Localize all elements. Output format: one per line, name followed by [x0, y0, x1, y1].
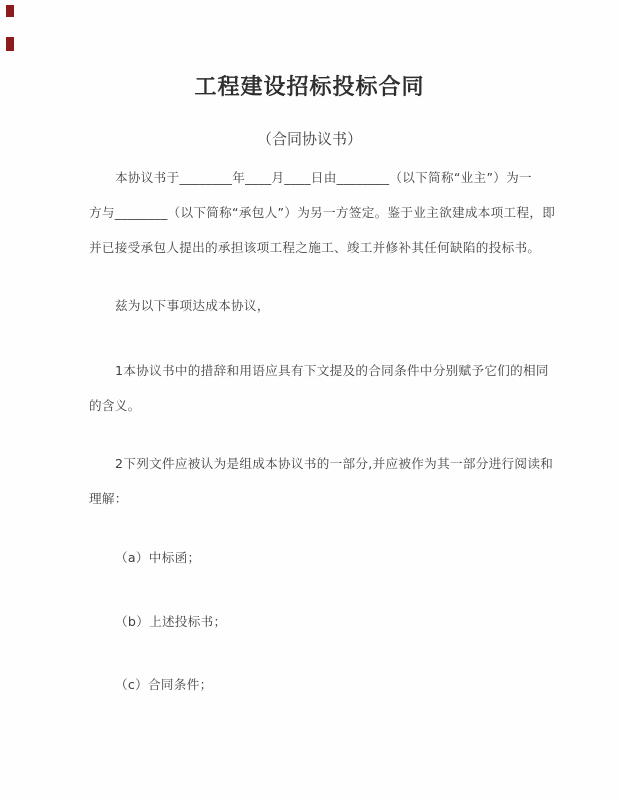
scan-artifact-red-mark-bottom [6, 37, 14, 51]
paragraph-clause-2-line-1: 2下列文件应被认为是组成本协议书的一部分,并应被作为其一部分进行阅读和 [115, 456, 554, 471]
paragraph-intro [89, 160, 556, 265]
list-item-a [89, 540, 530, 575]
document-title: 工程建设招标投标合同 [194, 75, 425, 100]
list-item-c [89, 667, 530, 702]
list-item-a-text: （a）中标函； [115, 550, 201, 565]
paragraph-clause-1-line-1: 1本协议书中的措辞和用语应具有下文提及的合同条件中分别赋予它们的相同 [115, 363, 549, 378]
list-item-b-text: （b）上述投标书； [115, 614, 227, 629]
paragraph-intro-line-3: 并已接受承包人提出的承担该项工程之施工、竣工并修补其任何缺陷的投标书。 [89, 240, 541, 255]
paragraph-whereas-line-1: 兹为以下事项达成本协议， [115, 298, 270, 313]
paragraph-clause-1 [89, 353, 549, 423]
list-item-c-text: （c）合同条件； [115, 677, 213, 692]
list-item-b [89, 604, 530, 639]
paragraph-intro-line-1: 本协议书于________年____月____日由________（以下简称“业主”）为一 [115, 170, 532, 185]
paragraph-whereas [89, 288, 530, 323]
paragraph-clause-2 [89, 446, 554, 516]
paragraph-intro-line-2: 方与________（以下简称“承包人”）为另一方签定。鉴于业主欲建成本项工程，即 [89, 205, 556, 220]
document-subtitle: （合同协议书） [256, 130, 362, 148]
paragraph-clause-2-line-2: 理解： [89, 491, 128, 506]
paragraph-clause-1-line-2: 的含义。 [89, 398, 141, 413]
scan-artifact-red-mark-top [6, 5, 14, 17]
